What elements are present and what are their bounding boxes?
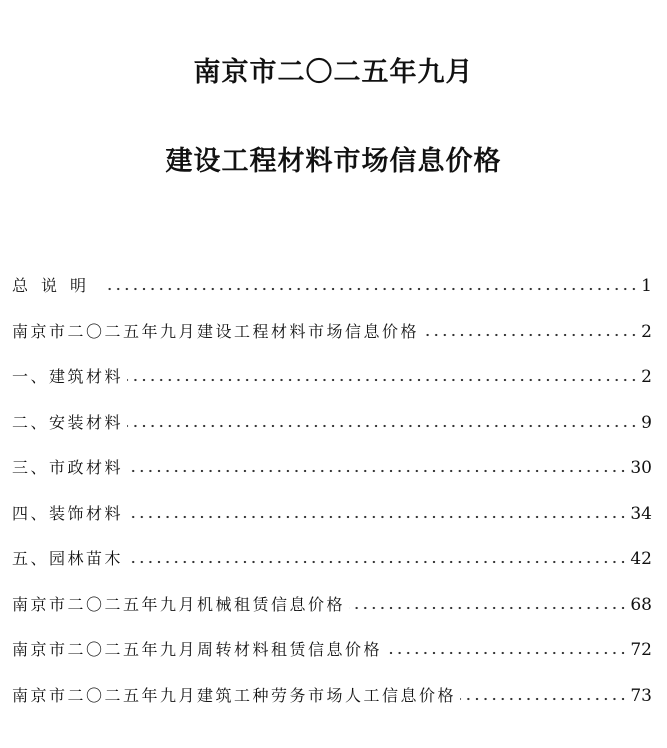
toc-entry-page: 2 <box>641 321 652 342</box>
toc-entry-label: 三、市政材料 <box>12 458 124 477</box>
toc-entry-page: 72 <box>630 640 652 660</box>
toc-entry[interactable] <box>12 397 652 443</box>
toc-entry-page: 9 <box>641 412 652 433</box>
toc-entry[interactable] <box>12 443 652 489</box>
dot-leader <box>127 515 627 519</box>
toc-entry-label: 总说明 <box>12 276 100 295</box>
dot-leader <box>349 606 627 610</box>
toc-entry-page: 34 <box>630 503 652 524</box>
dot-leader <box>127 469 627 473</box>
dot-leader <box>460 697 627 701</box>
toc-entry[interactable] <box>12 352 652 398</box>
toc-entry-label: 二、安装材料 <box>12 412 124 432</box>
table-of-contents <box>12 252 652 716</box>
toc-entry[interactable] <box>12 534 652 580</box>
toc-entry-page: 30 <box>630 458 652 478</box>
dot-leader <box>127 560 627 564</box>
document-title-line1: 南京市二〇二五年九月 <box>193 57 474 88</box>
toc-entry-label: 南京市二〇二五年九月周转材料租赁信息价格 <box>12 640 383 659</box>
toc-entry-page: 2 <box>641 367 652 387</box>
dot-leader <box>423 333 638 337</box>
toc-entry[interactable] <box>12 625 652 671</box>
dot-leader <box>127 378 638 382</box>
toc-entry-page: 1 <box>641 276 652 296</box>
toc-entry[interactable] <box>12 488 652 534</box>
document-title-line2: 建设工程材料市场信息价格 <box>165 146 502 177</box>
toc-entry[interactable] <box>12 306 652 352</box>
toc-entry-label: 南京市二〇二五年九月建筑工种劳务市场人工信息价格 <box>12 685 457 705</box>
toc-entry-label: 南京市二〇二五年九月机械租赁信息价格 <box>12 594 346 614</box>
toc-entry-label: 一、建筑材料 <box>12 367 124 386</box>
dot-leader <box>127 424 638 428</box>
toc-entry-general-notes[interactable] <box>12 252 652 306</box>
toc-entry-page: 42 <box>630 549 652 569</box>
toc-entry[interactable] <box>12 579 652 625</box>
toc-entry-label: 五、园林苗木 <box>12 549 124 568</box>
toc-entry-label: 南京市二〇二五年九月建设工程材料市场信息价格 <box>12 321 420 341</box>
dot-leader <box>386 651 627 655</box>
dot-leader <box>103 287 638 291</box>
toc-entry[interactable] <box>12 670 652 716</box>
toc-entry-page: 73 <box>630 685 652 706</box>
toc-entry-page: 68 <box>630 594 652 615</box>
toc-entry-label: 四、装饰材料 <box>12 503 124 523</box>
